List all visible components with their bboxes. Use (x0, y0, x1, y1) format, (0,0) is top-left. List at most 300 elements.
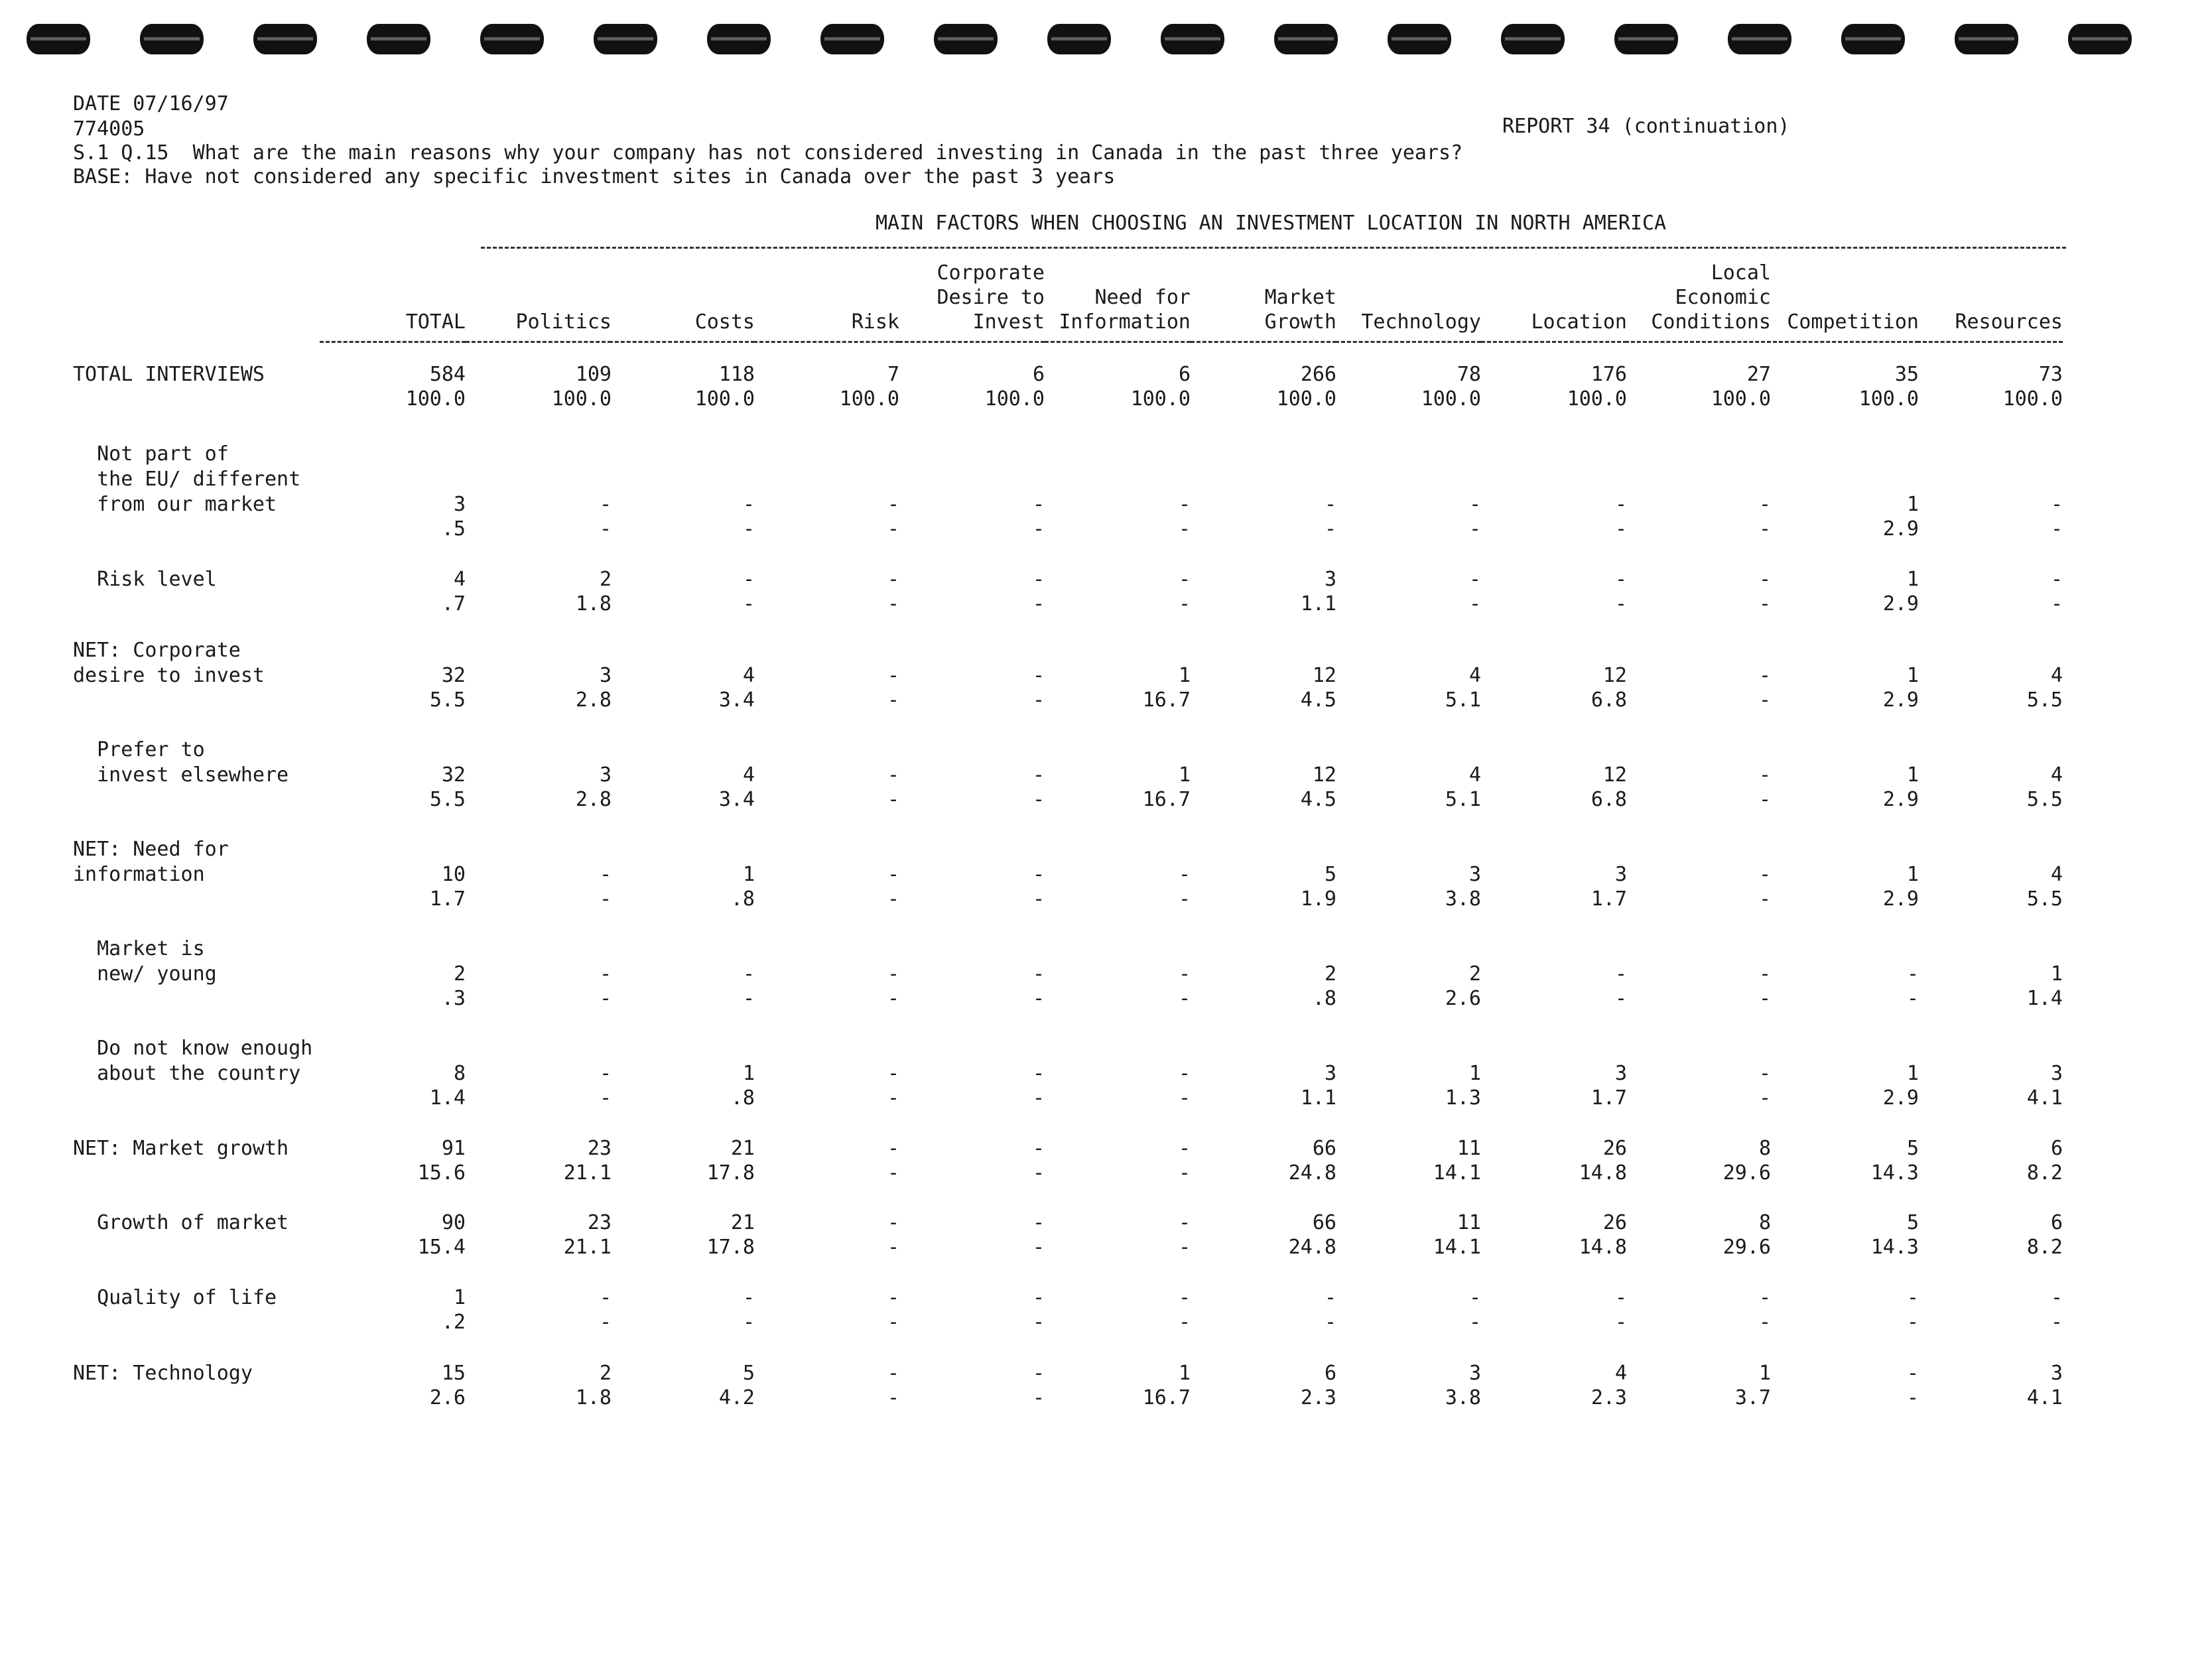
count-cell: 26 (1602, 1137, 1627, 1160)
count-cell: 3 (453, 493, 466, 516)
percent-cell: - (2050, 592, 2063, 615)
percent-cell: - (1178, 517, 1191, 541)
percent-cell: 17.8 (706, 1236, 755, 1259)
count-cell: 78 (1457, 363, 1481, 386)
count-cell: 1 (1178, 763, 1191, 787)
count-cell: - (887, 1062, 899, 1085)
percent-cell: - (1032, 688, 1045, 712)
count-cell: 10 (441, 863, 466, 886)
percent-cell: - (1178, 987, 1191, 1010)
count-cell: 3 (599, 763, 612, 787)
column-header-line: Costs (694, 310, 755, 334)
percent-cell: 2.8 (575, 788, 612, 811)
percent-cell: - (1758, 517, 1771, 541)
percent-cell: 1.8 (575, 1386, 612, 1409)
percent-cell: .8 (730, 887, 755, 911)
count-cell: - (742, 568, 755, 591)
count-cell: 12 (1312, 664, 1336, 687)
percent-cell: - (1178, 1086, 1191, 1110)
count-cell: - (599, 1286, 612, 1309)
count-cell: - (2050, 568, 2063, 591)
count-cell: 3 (599, 664, 612, 687)
binder-hole (1161, 24, 1224, 54)
percent-cell: 6.8 (1591, 688, 1627, 712)
column-header (1045, 259, 1191, 343)
percent-cell: - (742, 987, 755, 1010)
count-cell: - (1178, 1211, 1191, 1234)
count-cell: - (1032, 664, 1045, 687)
column-header-line: Growth (1264, 310, 1336, 334)
count-cell: 2 (599, 1362, 612, 1385)
count-cell: 8 (1758, 1137, 1771, 1160)
percent-cell: - (1032, 1386, 1045, 1409)
column-header (753, 259, 899, 343)
count-cell: - (1758, 962, 1771, 986)
percent-cell: - (1614, 1311, 1627, 1334)
percent-cell: 100.0 (839, 387, 899, 411)
percent-cell: 2.9 (1882, 517, 1919, 541)
count-cell: 3 (1324, 1062, 1336, 1085)
count-cell: 12 (1312, 763, 1336, 787)
row-label: Risk level (73, 568, 217, 591)
count-cell: 1 (742, 863, 755, 886)
count-cell: - (887, 763, 899, 787)
column-underline (1773, 341, 1919, 343)
binder-hole (707, 24, 771, 54)
percent-cell: 4.5 (1300, 788, 1336, 811)
column-header (1335, 259, 1481, 343)
percent-cell: - (1614, 592, 1627, 615)
count-cell: - (1468, 1286, 1481, 1309)
percent-cell: - (887, 1086, 899, 1110)
row-label: NET: Corporate desire to invest (73, 639, 265, 687)
count-cell: 1 (2050, 962, 2063, 986)
count-cell: 15 (441, 1362, 466, 1385)
count-cell: - (742, 1286, 755, 1309)
percent-cell: - (887, 688, 899, 712)
column-underline (1625, 341, 1771, 343)
percent-cell: - (1758, 688, 1771, 712)
percent-cell: - (1758, 788, 1771, 811)
count-cell: - (1032, 568, 1045, 591)
column-underline (320, 341, 466, 343)
count-cell: 6 (1178, 363, 1191, 386)
column-underline (899, 341, 1045, 343)
count-cell: 66 (1312, 1137, 1336, 1160)
count-cell: 3 (1614, 863, 1627, 886)
percent-cell: - (1032, 1236, 1045, 1259)
count-cell: 1 (1906, 664, 1919, 687)
percent-cell: - (1178, 887, 1191, 911)
percent-cell: 1.3 (1445, 1086, 1481, 1110)
column-header-line: Technology (1361, 310, 1481, 334)
percent-cell: 5.5 (429, 788, 466, 811)
count-cell: - (1032, 1286, 1045, 1309)
count-cell: 1 (742, 1062, 755, 1085)
percent-cell: 2.9 (1882, 788, 1919, 811)
count-cell: 1 (1178, 664, 1191, 687)
count-cell: 35 (1894, 363, 1919, 386)
count-cell: 5 (1906, 1137, 1919, 1160)
count-cell: 27 (1746, 363, 1771, 386)
column-underline (753, 341, 899, 343)
percent-cell: 100.0 (984, 387, 1045, 411)
column-header-line: Conditions (1651, 310, 1771, 334)
column-header-line: Invest (972, 310, 1045, 334)
percent-cell: 5.1 (1445, 788, 1481, 811)
percent-cell: - (1468, 517, 1481, 541)
count-cell: 118 (718, 363, 755, 386)
count-cell: 5 (742, 1362, 755, 1385)
percent-cell: 8.2 (2026, 1236, 2063, 1259)
count-cell: - (1614, 962, 1627, 986)
count-cell: - (599, 493, 612, 516)
count-cell: - (887, 1362, 899, 1385)
column-header (1191, 259, 1336, 343)
binder-hole (27, 24, 90, 54)
percent-cell: 16.7 (1142, 688, 1191, 712)
count-cell: 2 (1468, 962, 1481, 986)
percent-cell: - (742, 1311, 755, 1334)
percent-cell: 1.7 (429, 887, 466, 911)
binder-hole (1614, 24, 1678, 54)
percent-cell: 100.0 (1421, 387, 1481, 411)
percent-cell: 2.9 (1882, 592, 1919, 615)
column-header (1917, 259, 2063, 343)
banner-title: MAIN FACTORS WHEN CHOOSING AN INVESTMENT LOCATION IN NORTH AMERICA (876, 212, 1667, 235)
percent-cell: 3.8 (1445, 887, 1481, 911)
percent-cell: - (1758, 592, 1771, 615)
column-header-line: Information (1059, 310, 1191, 334)
count-cell: - (599, 1062, 612, 1085)
column-header-line: Need for (1094, 286, 1191, 309)
column-header-line: Market (1264, 286, 1336, 309)
percent-cell: 14.1 (1433, 1236, 1481, 1259)
percent-cell: 2.6 (1445, 987, 1481, 1010)
percent-cell: - (1178, 1161, 1191, 1185)
percent-cell: 3.8 (1445, 1386, 1481, 1409)
percent-cell: - (1906, 1386, 1919, 1409)
percent-cell: 100.0 (551, 387, 612, 411)
percent-cell: 5.5 (2026, 688, 2063, 712)
column-header-line: Desire to (937, 286, 1045, 309)
count-cell: - (1178, 962, 1191, 986)
percent-cell: 1.7 (1591, 1086, 1627, 1110)
count-cell: - (1614, 568, 1627, 591)
row-label: TOTAL INTERVIEWS (73, 363, 265, 386)
count-cell: - (2050, 1286, 2063, 1309)
percent-cell: 2.9 (1882, 1086, 1919, 1110)
count-cell: - (1178, 1062, 1191, 1085)
percent-cell: 24.8 (1288, 1161, 1336, 1185)
percent-cell: .8 (730, 1086, 755, 1110)
binder-hole (1841, 24, 1905, 54)
percent-cell: - (742, 517, 755, 541)
percent-cell: 2.8 (575, 688, 612, 712)
column-header-line: Politics (515, 310, 612, 334)
count-cell: 23 (587, 1211, 612, 1234)
row-label: Do not know enough about the country (97, 1037, 313, 1085)
percent-cell: - (1468, 1311, 1481, 1334)
count-cell: - (1178, 493, 1191, 516)
percent-cell: - (1032, 592, 1045, 615)
count-cell: - (1468, 493, 1481, 516)
percent-cell: - (1178, 1236, 1191, 1259)
percent-cell: .2 (441, 1311, 466, 1334)
count-cell: - (1324, 1286, 1336, 1309)
column-underline (609, 341, 755, 343)
count-cell: 23 (587, 1137, 612, 1160)
column-header (899, 259, 1045, 343)
base-text: BASE: Have not considered any specific investment sites in Canada over the past 3 years (73, 165, 1116, 188)
count-cell: 26 (1602, 1211, 1627, 1234)
count-cell: 21 (730, 1211, 755, 1234)
count-cell: - (887, 568, 899, 591)
count-cell: 1 (1906, 493, 1919, 516)
count-cell: 1 (1468, 1062, 1481, 1085)
percent-cell: - (1758, 1311, 1771, 1334)
count-cell: 4 (2050, 664, 2063, 687)
row-label: NET: Need for information (73, 838, 229, 886)
count-cell: 8 (1758, 1211, 1771, 1234)
count-cell: - (1178, 863, 1191, 886)
column-header-line: Competition (1787, 310, 1919, 334)
count-cell: - (1758, 568, 1771, 591)
count-cell: 4 (453, 568, 466, 591)
percent-cell: 100.0 (405, 387, 466, 411)
count-cell: - (887, 1286, 899, 1309)
percent-cell: - (1324, 517, 1336, 541)
column-header-line: Location (1531, 310, 1627, 334)
count-cell: - (1468, 568, 1481, 591)
binder-hole (1955, 24, 2018, 54)
count-cell: - (1032, 1062, 1045, 1085)
count-cell: - (1032, 863, 1045, 886)
percent-cell: - (2050, 517, 2063, 541)
count-cell: - (1032, 763, 1045, 787)
count-cell: - (1032, 1137, 1045, 1160)
count-cell: 5 (1324, 863, 1336, 886)
column-header-line: Resources (1955, 310, 2063, 334)
job-number: 774005 (73, 117, 145, 141)
count-cell: 2 (453, 962, 466, 986)
count-cell: 12 (1602, 664, 1627, 687)
percent-cell: - (887, 1311, 899, 1334)
percent-cell: - (887, 1236, 899, 1259)
count-cell: 12 (1602, 763, 1627, 787)
count-cell: 1 (1906, 863, 1919, 886)
percent-cell: 1.1 (1300, 1086, 1336, 1110)
count-cell: - (1178, 568, 1191, 591)
percent-cell: - (599, 1086, 612, 1110)
count-cell: - (1178, 1286, 1191, 1309)
column-header-line: Corporate (937, 261, 1045, 285)
column-underline (1917, 341, 2063, 343)
percent-cell: 100.0 (1276, 387, 1336, 411)
count-cell: - (887, 1137, 899, 1160)
percent-cell: 5.1 (1445, 688, 1481, 712)
percent-cell: - (1614, 987, 1627, 1010)
percent-cell: 15.6 (417, 1161, 466, 1185)
binder-hole (1274, 24, 1338, 54)
count-cell: - (887, 863, 899, 886)
count-cell: 5 (1906, 1211, 1919, 1234)
percent-cell: 15.4 (417, 1236, 466, 1259)
count-cell: - (1758, 1062, 1771, 1085)
row-label: Quality of life (73, 1286, 277, 1309)
count-cell: - (1324, 493, 1336, 516)
binder-hole (140, 24, 204, 54)
percent-cell: - (887, 592, 899, 615)
count-cell: - (1178, 1137, 1191, 1160)
percent-cell: 4.5 (1300, 688, 1336, 712)
count-cell: 7 (887, 363, 899, 386)
count-cell: - (1906, 1286, 1919, 1309)
percent-cell: - (2050, 1311, 2063, 1334)
count-cell: - (1032, 493, 1045, 516)
binder-hole (1728, 24, 1791, 54)
percent-cell: - (887, 1386, 899, 1409)
count-cell: - (1758, 493, 1771, 516)
binder-hole (480, 24, 544, 54)
count-cell: 3 (2050, 1362, 2063, 1385)
count-cell: - (887, 664, 899, 687)
count-cell: 6 (1032, 363, 1045, 386)
row-label: Market is new/ young (97, 937, 217, 986)
percent-cell: 100.0 (694, 387, 755, 411)
count-cell: - (1032, 1211, 1045, 1234)
percent-cell: 14.3 (1870, 1236, 1919, 1259)
count-cell: 66 (1312, 1211, 1336, 1234)
percent-cell: - (599, 987, 612, 1010)
percent-cell: 4.2 (718, 1386, 755, 1409)
percent-cell: - (887, 1161, 899, 1185)
percent-cell: - (1178, 1311, 1191, 1334)
count-cell: - (1758, 1286, 1771, 1309)
percent-cell: .7 (441, 592, 466, 615)
count-cell: - (1758, 763, 1771, 787)
count-cell: 91 (441, 1137, 466, 1160)
count-cell: 32 (441, 664, 466, 687)
binder-hole (594, 24, 657, 54)
row-label: Not part of the EU/ different from our market (97, 442, 301, 516)
percent-cell: 14.3 (1870, 1161, 1919, 1185)
percent-cell: 3.4 (718, 688, 755, 712)
count-cell: 3 (2050, 1062, 2063, 1085)
count-cell: 4 (742, 763, 755, 787)
count-cell: 1 (1758, 1362, 1771, 1385)
percent-cell: 29.6 (1722, 1161, 1771, 1185)
column-header (466, 259, 612, 343)
percent-cell: 14.8 (1579, 1236, 1627, 1259)
count-cell: 3 (1324, 568, 1336, 591)
binder-hole (1388, 24, 1451, 54)
column-underline (1045, 341, 1191, 343)
row-label: Prefer to invest elsewhere (97, 738, 289, 787)
percent-cell: .3 (441, 987, 466, 1010)
count-cell: - (1906, 1362, 1919, 1385)
count-cell: 11 (1457, 1211, 1481, 1234)
percent-cell: 4.1 (2026, 1386, 2063, 1409)
count-cell: 90 (441, 1211, 466, 1234)
count-cell: - (887, 493, 899, 516)
percent-cell: 3.7 (1734, 1386, 1771, 1409)
percent-cell: 16.7 (1142, 1386, 1191, 1409)
report-number: REPORT 34 (continuation) (1502, 115, 1790, 138)
count-cell: 3 (1468, 863, 1481, 886)
column-underline (1335, 341, 1481, 343)
row-label: Growth of market (73, 1211, 289, 1234)
count-cell: - (742, 962, 755, 986)
percent-cell: 2.3 (1300, 1386, 1336, 1409)
count-cell: - (1758, 863, 1771, 886)
row-label: NET: Market growth (73, 1137, 289, 1160)
count-cell: 4 (742, 664, 755, 687)
column-header-line: TOTAL (405, 310, 466, 334)
percent-cell: - (887, 887, 899, 911)
column-underline (1191, 341, 1336, 343)
count-cell: - (887, 1211, 899, 1234)
count-cell: 4 (1468, 664, 1481, 687)
count-cell: 2 (1324, 962, 1336, 986)
percent-cell: - (1758, 887, 1771, 911)
count-cell: 2 (599, 568, 612, 591)
percent-cell: - (1032, 1311, 1045, 1334)
count-cell: - (599, 863, 612, 886)
count-cell: 4 (1468, 763, 1481, 787)
count-cell: 1 (453, 1286, 466, 1309)
percent-cell: - (1178, 592, 1191, 615)
percent-cell: 100.0 (1567, 387, 1627, 411)
column-header (1773, 259, 1919, 343)
count-cell: - (1614, 1286, 1627, 1309)
count-cell: 3 (1614, 1062, 1627, 1085)
count-cell: 6 (2050, 1137, 2063, 1160)
percent-cell: - (1324, 1311, 1336, 1334)
percent-cell: 1.9 (1300, 887, 1336, 911)
count-cell: 73 (2038, 363, 2063, 386)
column-header (320, 259, 466, 343)
column-underline (466, 341, 612, 343)
percent-cell: 29.6 (1722, 1236, 1771, 1259)
percent-cell: - (1758, 987, 1771, 1010)
percent-cell: - (887, 517, 899, 541)
percent-cell: - (1468, 592, 1481, 615)
percent-cell: - (887, 788, 899, 811)
percent-cell: 8.2 (2026, 1161, 2063, 1185)
percent-cell: .5 (441, 517, 466, 541)
percent-cell: 1.1 (1300, 592, 1336, 615)
count-cell: 1 (1906, 763, 1919, 787)
count-cell: - (2050, 493, 2063, 516)
percent-cell: 21.1 (563, 1236, 612, 1259)
percent-cell: 17.8 (706, 1161, 755, 1185)
binder-hole (934, 24, 998, 54)
percent-cell: 100.0 (1858, 387, 1919, 411)
count-cell: - (599, 962, 612, 986)
count-cell: - (1032, 1362, 1045, 1385)
percent-cell: - (1032, 1086, 1045, 1110)
percent-cell: - (1032, 987, 1045, 1010)
count-cell: 32 (441, 763, 466, 787)
count-cell: 11 (1457, 1137, 1481, 1160)
percent-cell: 6.8 (1591, 788, 1627, 811)
percent-cell: 2.9 (1882, 688, 1919, 712)
count-cell: - (1032, 962, 1045, 986)
percent-cell: 5.5 (429, 688, 466, 712)
column-header (1625, 259, 1771, 343)
count-cell: 1 (1178, 1362, 1191, 1385)
